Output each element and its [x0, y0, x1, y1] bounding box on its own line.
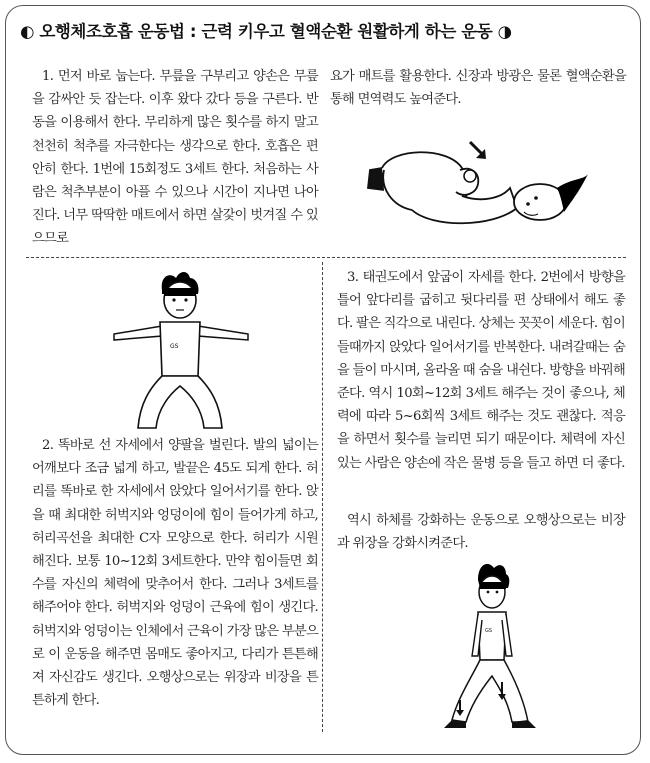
section-divider-vertical: [322, 262, 323, 732]
step-2-text: 2. 똑바로 선 자세에서 양팔을 벌린다. 발의 넓이는 어깨보다 조금 넓게 하고, 발끝은 45도 되게 한다. 허리를 똑바로 한 자세에서 앉았다 일어서기를 한다. 앉을 때 최대한 허벅지와 엉덩이에 힘이 들어가게 하고, 허리곡선을 최대한 C자 모양으로 한다. 허리가 시원해진다. 보통 10~12회 3세트한다. 만약 힘이들면 회수를 자신의 체력에 맞추어서 한다. 그러나 3세트를 해주어야 한다. 허벅지와 엉덩이 근육에 힘이 생긴다. 허벅지와 엉덩이는 인체에서 근육이 가장 많은 부분으로 이 운동을 해주면 몸매도 좋아지고, 다리가 튼튼해져 자신감도 생긴다. 오행상으로는 위장과 비장을 튼튼하게 한다.: [32, 438, 318, 709]
step-1-text: 1. 먼저 바로 눕는다. 무릎을 구부리고 양손은 무릎을 감싸안 듯 잡는다. 이후 왔다 갔다 등을 구른다. 반동을 이용해서 한다. 무리하게 많은 횟수를 하지 말고 천천히 척추를 자극한다는 생각으로 한다. 호흡은 편안히 한다. 1번에 15회정도 3세트 한다. 처음하는 사람은 척추부분이 아플 수 있으나 시간이 지나면 나아진다. 너무 딱딱한 매트에서 하면 살갗이 벗겨질 수 있으므로: [32, 69, 318, 247]
shirt-logo: GS: [485, 628, 493, 634]
shirt-logo: GS: [170, 343, 179, 350]
squat-exercise-illustration: [100, 268, 265, 433]
step-3-text: 3. 태권도에서 앞굽이 자세를 한다. 2번에서 방향을 틀어 앞다리를 굽히고 뒷다리를 편 상태에서 해도 좋다. 팔은 직각으로 내린다. 상체는 꼿꼿이 세운다. 힘이 들때까지 앉았다 일어서기를 반복한다. 내려갈때는 숨을 들이 마시며, 올라올 때 숨을 내쉰다. 방향을 바꿔해준다. 역시 10회~12회 3세트 해주는 것이 좋으나, 체력에 따라 5~6회씩 3세트 해주는 것도 괜찮다. 적응을 하면서 횟수를 늘리면 되기 때문이다. 체력에 자신있는 사람은 양손에 작은 물병 등을 들고 하면 더 좋다.: [337, 270, 625, 471]
section-divider-horizontal: [26, 257, 626, 258]
lunge-exercise-illustration: [440, 560, 550, 735]
closing-text: 역시 하체를 강화하는 운동으로 오행상으로는 비장과 위장을 강화시켜준다.: [337, 513, 625, 552]
article-title: ◐ 오행체조호흡 운동법 : 근력 키우고 혈액순환 원활하게 하는 운동 ◑: [20, 22, 512, 41]
lying-exercise-illustration: [352, 128, 592, 250]
step-1-continued-text: 요가 매트를 활용한다. 신장과 방광은 물론 혈액순환을 통해 면역력도 높여준다.: [330, 69, 626, 108]
